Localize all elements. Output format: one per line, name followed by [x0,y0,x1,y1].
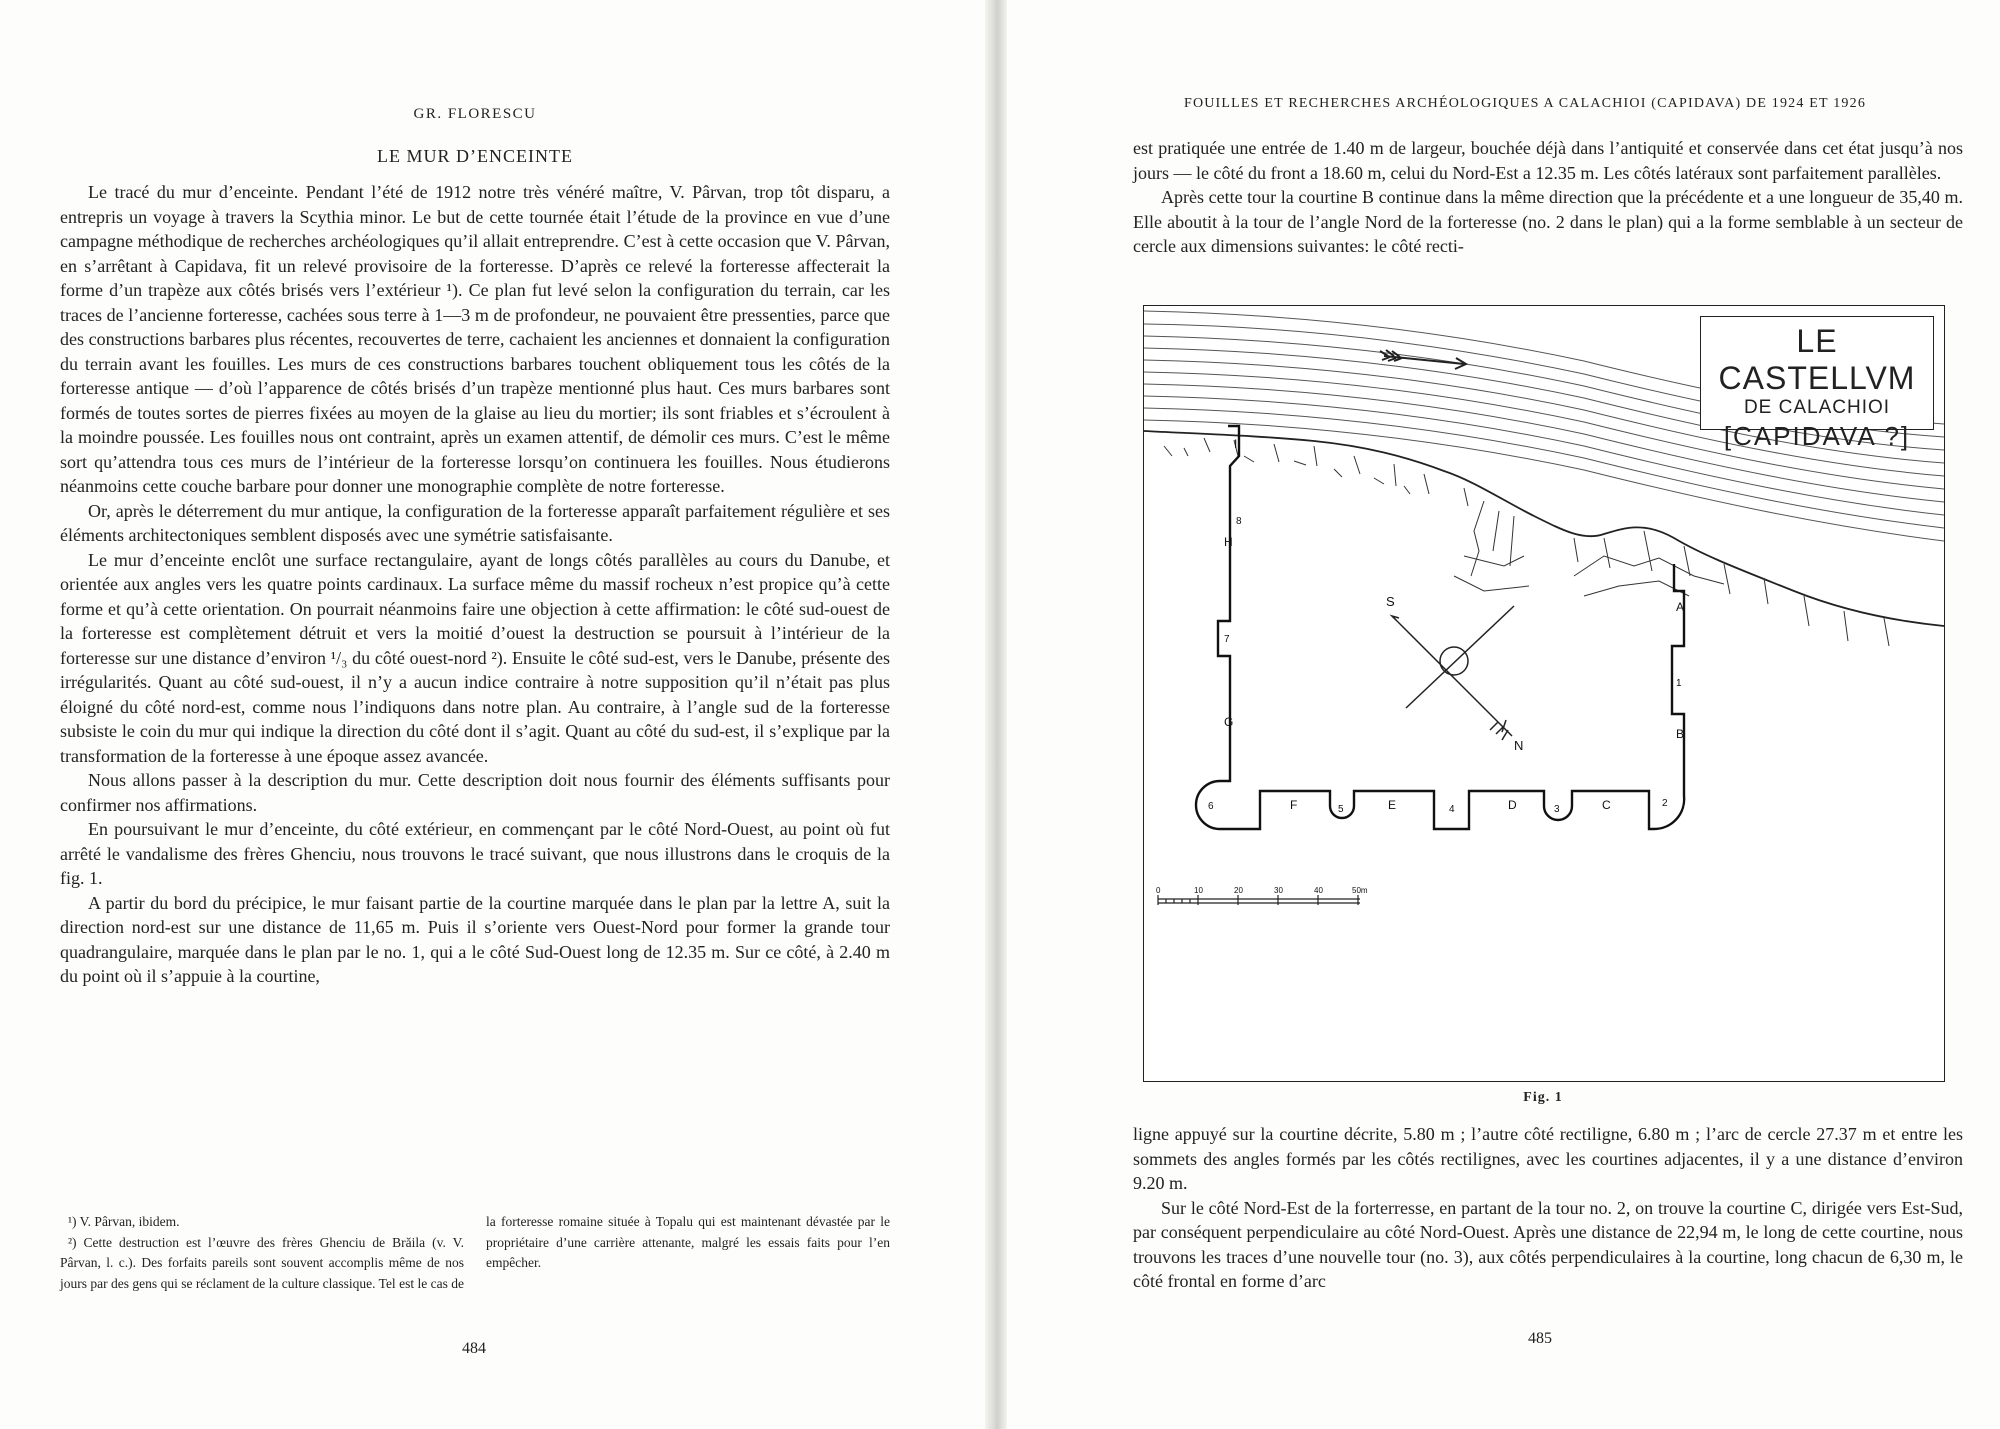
right-page [1007,0,2000,1429]
running-head-left: GR. FLORESCU [413,106,537,122]
label-5: 5 [1338,804,1344,815]
section-title: LE MUR D’ENCEINTE [377,146,573,166]
right-body-text-bottom [1133,1122,1963,1294]
paragraph: Le tracé du mur d’enceinte. Pendant l’été de 1912 notre très vénéré maître, V. Pârvan, trop tôt disparu, a entrepris un voyage à travers la Scythia minor. Le but de cette tournée était l’étude de la province en vue d’une campagne méthodique de recherches archéologiques qu’il allait entreprendre. C’est à cette occasion que V. Pârvan, en s’arrêtant à Capidava, fit un relevé provisoire de la forteresse. D’après ce relevé la forteresse affecterait la forme d’un trapèze aux côtés brisés vers l’extérieur ¹). Ce plan fut levé selon la configuration du terrain, car les traces de l’ancienne forteresse, cachées sous terre à 1—3 m de profondeur, ne pouvaient être pressenties, parce que des constructions barbares plus récentes, recouvertes de terre, cachaient les anciennes et donnaient la configuration du terrain avant les fouilles. Les murs de ces constructions barbares touchent obliquement tous les côtés de la forteresse antique — d’où l’apparence de côtés brisés d’un trapèze mentionné plus haut. Ces murs barbares sont formés de toutes sortes de pierres fixées au moyen de la glaise au lieu du mortier; ils sont friables et s’écroulent à la moindre poussée. Les fouilles nous ont contraint, après un examen attentif, de démolir ces murs. C’est le même sort qu’attendra tous ces murs de l’intérieur de la forteresse lorsqu’on continuera les fouilles. Nous étudierons néanmoins cette couche barbare pour donner une monographie complète de notre forteresse. [60,182,890,496]
scale-label: 40 [1314,886,1323,895]
figure-caption: Fig. 1 [1523,1090,1563,1105]
compass-rose [1392,606,1514,740]
label-7: 7 [1224,634,1230,645]
fortress-wall [1196,426,1684,829]
label-B: B [1676,727,1685,741]
scale-label: 20 [1234,886,1243,895]
footnotes [60,1212,890,1294]
label-A: A [1676,600,1685,614]
label-6: 6 [1208,801,1214,812]
compass-s-label: S [1386,594,1395,609]
figure-title-line: DE CALACHIOI [1743,397,1891,418]
label-3: 3 [1554,804,1560,815]
label-G: G [1224,715,1234,729]
page-number-right: 485 [1528,1330,1552,1347]
figure-plan [1143,305,1945,1082]
scale-label: 30 [1274,886,1283,895]
paragraph: Or, après le déterrement du mur antique, la configuration de la forteresse apparaît parfaitement régulière et ses éléments architectoniques semblent disposés avec une symétrie satisfaisante. [60,500,890,545]
footnote: ¹) V. Pârvan, ibidem. [68,1214,180,1229]
scale-label: 0 [1156,886,1161,895]
footnote: ²) Cette destruction est l’œuvre des frères Ghenciu de Brăila (v. V. Pârvan, l. c.). Des forfaits pareils sont souvent accomplis même de nos jours par des gens qui se réclament de la culture classique. Tel est le cas de la forteresse romaine située à Topalu qui est maintenant dévastée par le propriétaire d’une carrière attenante, malgré les essais faits pour l’en empêcher. [60,1214,890,1291]
scale-label: 50m [1352,886,1368,895]
book-gutter [985,0,1007,1429]
running-head-right: FOUILLES ET RECHERCHES ARCHÉOLOGIQUES A CALACHIOI (CAPIDAVA) DE 1924 ET 1926 [1183,96,1867,111]
label-E: E [1388,798,1397,812]
compass-n-label: N [1514,738,1524,753]
label-8: 8 [1236,516,1242,527]
scale-label: 10 [1194,886,1203,895]
left-page [0,0,985,1429]
figure-title-line: [CAPIDAVA ?] [1723,421,1911,451]
paragraph: Après cette tour la courtine B continue dans la même direction que la précédente et a une longueur de 35,40 m. Elle aboutit à la tour de l’angle Nord de la forteresse (no. 2 dans le plan) qui a la forme semblable à un secteur de cercle aux dimensions suivantes: le côté recti- [1133,187,1963,256]
paragraph: ligne appuyé sur la courtine décrite, 5.80 m ; l’autre côté rectiligne, 6.80 m ; l’arc de cercle 27.37 m et entre les sommets des angles formés par les côtés rectilignes, avec les courtines adjacentes, il y a une distance d’environ 9.20 m. [1133,1124,1963,1193]
paragraph: Sur le côté Nord-Est de la forterresse, en partant de la tour no. 2, on trouve la courtine C, dirigée vers Est-Sud, par conséquent perpendiculaire au côté Nord-Ouest. Après une distance de 22,94 m, le long de cette courtine, nous trouvons les traces d’une nouvelle tour (no. 3), aux côtés perpendiculaires à la courtine, long chacun de 6,30 m, le côté frontal en forme d’arc [1133,1197,1963,1291]
label-F: F [1290,798,1298,812]
left-body-text [60,180,890,989]
label-H: H [1224,535,1233,549]
paragraph: En poursuivant le mur d’enceinte, du côté extérieur, en commençant par le côté Nord-Ouest, au point où fut arrêté le vandalisme des frères Ghenciu, nous trouvons le tracé suivant, que nous illustrons dans le croquis de la fig. 1. [60,819,890,888]
paragraph: A partir du bord du précipice, le mur faisant partie de la courtine marquée dans le plan par la lettre A, suit la direction nord-est sur une distance de 11,65 m. Puis il s’oriente vers Ouest-Nord pour former la grande tour quadrangulaire, marquée dans le plan par le no. 1, qui a le côté Sud-Ouest long de 12.35 m. Sur ce côté, à 2.40 m du point où il s’appuie à la courtine, [60,892,890,986]
label-4: 4 [1449,804,1455,815]
figure-title-cartouche [1700,316,1934,451]
figure-title-line: LE CASTELLVM [1718,323,1916,396]
label-1: 1 [1676,678,1682,689]
label-I: I [1234,437,1238,451]
label-2: 2 [1662,798,1668,809]
shore-line [1144,431,1944,626]
paragraph: Nous allons passer à la description du mur. Cette description doit nous fournir des éléments suffisants pour confirmer nos affirmations. [60,770,890,815]
page-number-left: 484 [462,1340,486,1357]
label-D: D [1508,798,1517,812]
label-C: C [1602,798,1611,812]
paragraph: est pratiquée une entrée de 1.40 m de largeur, bouchée déjà dans l’antiquité et conservée dans cet état jusqu’à nos jours — le côté du front a 18.60 m, celui du Nord-Est a 12.35 m. Les côtés latéraux sont parfaitement parallèles. [1133,138,1963,183]
right-body-text-top [1133,136,1963,259]
paragraph: Le mur d’enceinte enclôt une surface rectangulaire, ayant de longs côtés parallèles au cours du Danube, et orientée aux angles vers les quatre points cardinaux. La surface même du massif rocheux n’est propice qu’à cette forme et qu’à cette orientation. On pourrait néanmoins faire une objection à cette affirmation: le côté sud-ouest de la forteresse est complètement détruit et vers la moitié d’ouest la destruction se poursuit à l’intérieur de la forteresse sur une distance d’environ ¹/₃ du côté ouest-nord ²). Ensuite le côté sud-est, vers le Danube, présente des irrégularités. Quant au côté sud-ouest, il n’y a aucun indice contraire à notre supposition qu’il n’était pas plus éloigné du côté nord-est, comme nous l’indiquons dans notre plan. Au contraire, à l’angle sud de la forteresse subsiste le coin du mur qui indique la direction du côté dont il s’agit. Quant au côté du sud-est, il s’explique par la transformation de la forteresse à une époque assez avancée. [60,549,890,766]
scale-bar [1158,895,1360,905]
